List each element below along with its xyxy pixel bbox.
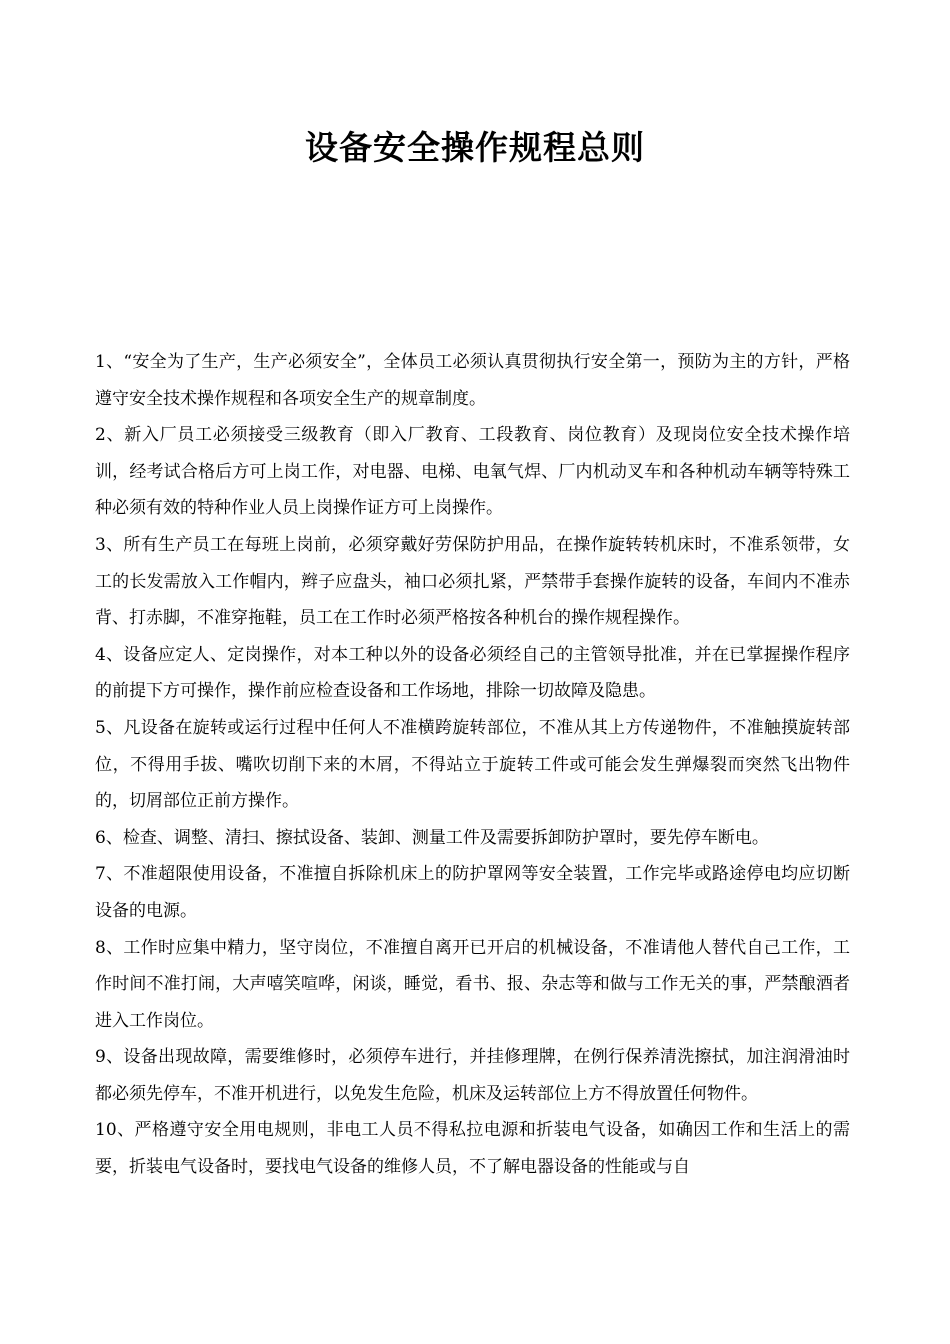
- paragraph-6: 6、检查、调整、清扫、擦拭设备、装卸、测量工件及需要拆卸防护罩时，要先停车断电。: [95, 827, 769, 848]
- paragraph-5: 5、凡设备在旋转或运行过程中任何人不准横跨旋转部位，不准从其上方传递物件，不准触摸旋转部位，不得用手拔、嘴吹切削下来的木屑，不得站立于旋转工件或可能会发生弹爆裂而突然飞出物件的，切屑部位正前方操作。: [95, 717, 850, 812]
- document-title: 设备安全操作规程总则: [305, 128, 645, 167]
- paragraph-2: 2、新入厂员工必须接受三级教育（即入厂教育、工段教育、岗位教育）及现岗位安全技术操作培训，经考试合格后方可上岗工作，对电器、电梯、电氧气焊、厂内机动叉车和各种机动车辆等特殊工种必须有效的特种作业人员上岗操作证方可上岗操作。: [95, 425, 850, 519]
- paragraph-7: 7、不准超限使用设备，不准擅自拆除机床上的防护罩网等安全装置，工作完毕或路途停电均应切断设备的电源。: [95, 864, 850, 921]
- paragraph-8: 8、工作时应集中精力，坚守岗位，不准擅自离开已开启的机械设备，不准请他人替代自己工作，工作时间不准打闹，大声嘻笑喧哗，闲谈，睡觉，看书、报、杂志等和做与工作无关的事，严禁酿酒者进入工作岗位。: [95, 937, 850, 1031]
- paragraph-1: 1、“安全为了生产，生产必须安全”，全体员工必须认真贯彻执行安全第一，预防为主的方针，严格遵守安全技术操作规程和各项安全生产的规章制度。: [95, 352, 850, 409]
- paragraph-9: 9、设备出现故障，需要维修时，必须停车进行，并挂修理牌，在例行保养清洗擦拭，加注润滑油时都必须先停车，不准开机进行，以免发生危险，机床及运转部位上方不得放置任何物件。: [95, 1047, 850, 1104]
- document-body: [95, 344, 850, 1186]
- paragraph-3: 3、所有生产员工在每班上岗前，必须穿戴好劳保防护用品，在操作旋转转机床时，不准系领带，女工的长发需放入工作帽内，辫子应盘头，袖口必须扎紧，严禁带手套操作旋转的设备，车间内不准赤背、打赤脚，不准穿拖鞋，员工在工作时必须严格按各种机台的操作规程操作。: [95, 534, 850, 629]
- paragraph-10: 10、严格遵守安全用电规则，非电工人员不得私拉电源和折装电气设备，如确因工作和生活上的需要，折装电气设备时，要找电气设备的维修人员，不了解电器设备的性能或与自: [95, 1120, 850, 1178]
- paragraph-4: 4、设备应定人、定岗操作，对本工种以外的设备必须经自己的主管领导批准，并在已掌握操作程序的前提下方可操作，操作前应检查设备和工作场地，排除一切故障及隐患。: [95, 644, 850, 702]
